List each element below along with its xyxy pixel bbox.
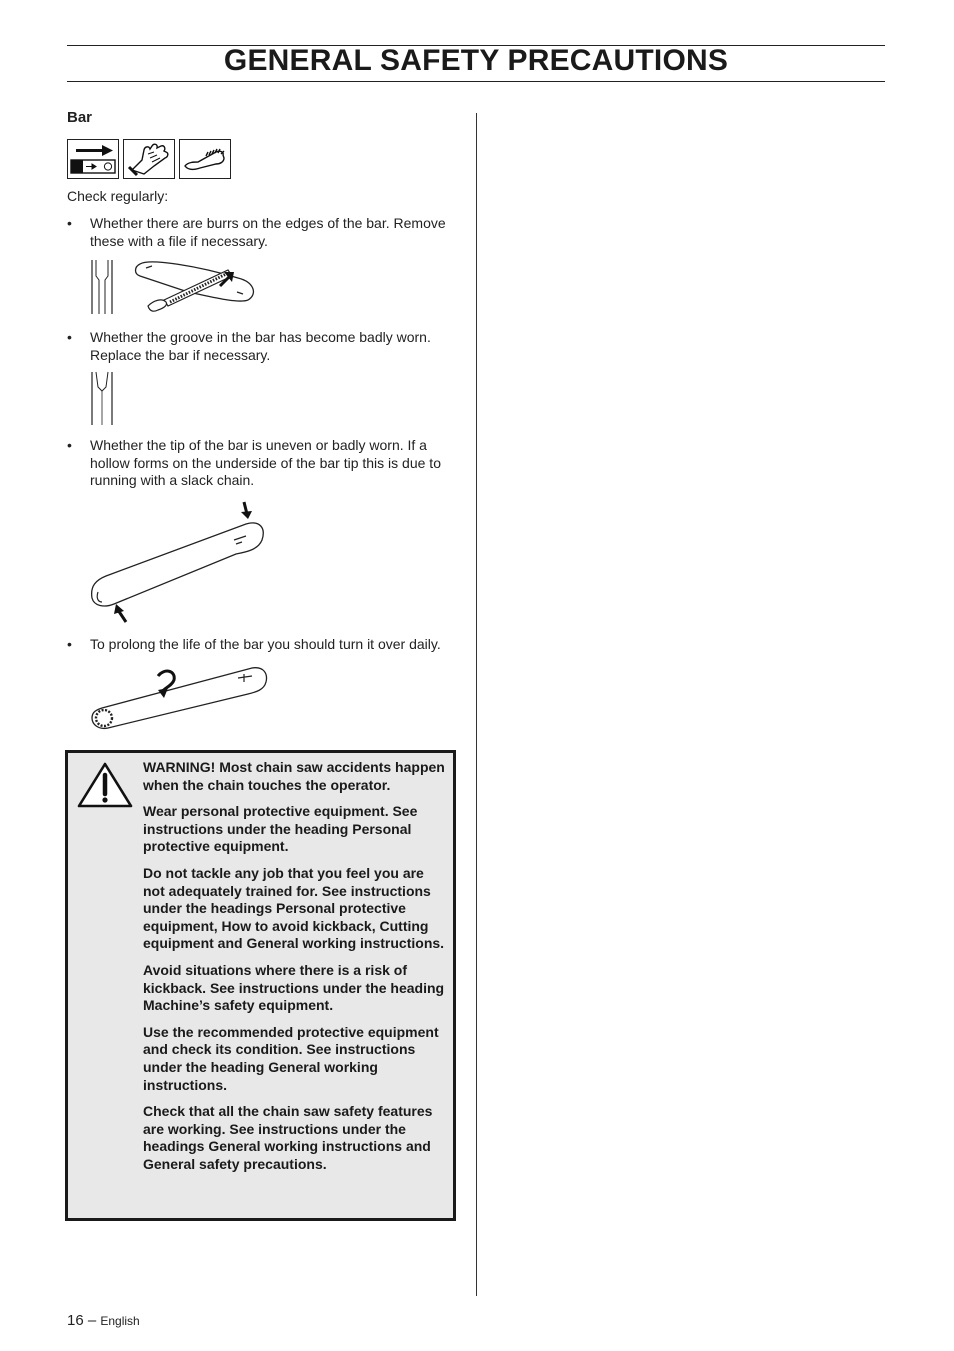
title-underline [67, 81, 885, 82]
page-footer [67, 1312, 140, 1329]
bullet-marker: • [67, 437, 72, 453]
warning-paragraph: Wear personal protective equipment. See instructions under the heading Personal protective equipment. [143, 803, 418, 855]
turn-bar-illustration [88, 662, 270, 734]
bullet-marker: • [67, 636, 72, 652]
warning-box [65, 750, 456, 1221]
section-heading: Bar [67, 109, 93, 126]
column-divider [476, 113, 477, 1296]
tool-icons [67, 139, 231, 179]
bullet-item: Whether the tip of the bar is uneven or badly worn. If a hollow forms on the underside of the bar tip this is due to running with a slack chain. [90, 437, 441, 488]
bullet-marker: • [67, 329, 72, 345]
page-title: GENERAL SAFETY PRECAUTIONS [223, 44, 729, 77]
warning-paragraph: Use the recommended protective equipment and check its condition. See instructions under the heading General working instructions. [143, 1023, 439, 1093]
footer-language: English [100, 1314, 140, 1328]
bullet-item: Whether there are burrs on the edges of the bar. Remove these with a file if necessary. [90, 215, 446, 249]
worn-groove-illustration [88, 369, 118, 427]
bullet-item: Whether the groove in the bar has become badly worn. Replace the bar if necessary. [90, 329, 431, 363]
bar-tip-wear-illustration [86, 494, 272, 626]
warning-triangle-icon [76, 761, 134, 809]
page-number: 16 – [67, 1312, 97, 1329]
intro-text: Check regularly: [67, 188, 169, 204]
warning-paragraph: Avoid situations where there is a risk of kickback. See instructions under the heading Machine’s safety equipment. [143, 961, 445, 1014]
warning-text [143, 759, 449, 1182]
bullet-item: To prolong the life of the bar you should turn it over daily. [90, 636, 441, 652]
brush-icon [179, 139, 231, 179]
bullet-marker: • [67, 215, 72, 231]
glove-icon [123, 139, 175, 179]
warning-paragraph: WARNING! Most chain saw accidents happen when the chain touches the operator. [143, 759, 445, 793]
warning-paragraph: Check that all the chain saw safety features are working. See instructions under the headings General working instructions and General safety precautions. [143, 1103, 433, 1172]
bar-file-illustration [88, 256, 260, 318]
warning-paragraph: Do not tackle any job that you feel you are not adequately trained for. See instructions under the headings Personal protective equipment, How to avoid kickback, Cutting equipment and General working instructions. [143, 864, 445, 952]
arrow-icon [67, 139, 119, 179]
